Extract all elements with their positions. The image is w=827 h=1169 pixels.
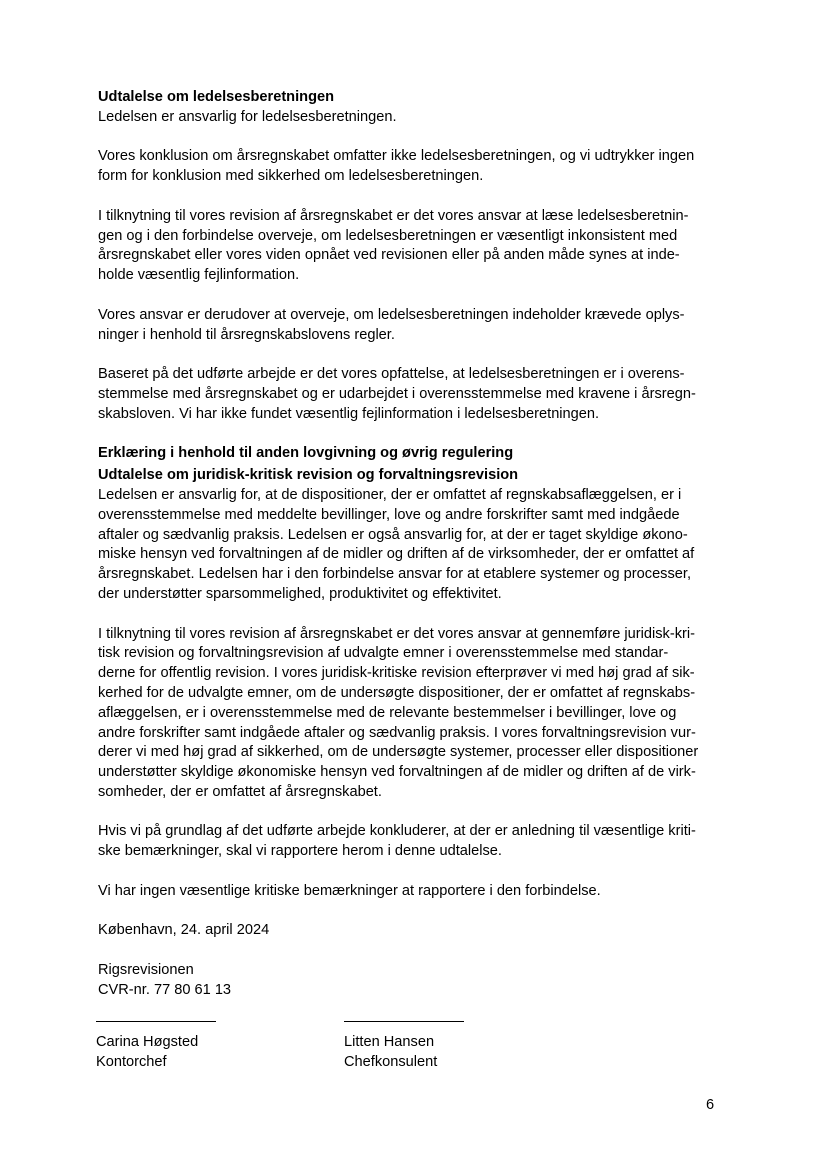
text-line: Baseret på det udførte arbejde er det vores opfattelse, at ledelsesberetningen er i overens- <box>98 366 685 383</box>
text-line: ninger i henhold til årsregnskabslovens regler. <box>98 326 395 343</box>
organisation-block <box>98 961 730 1001</box>
text-line: stemmelse med årsregnskabet og er udarbejdet i overensstemmelse med kravene i årsregn- <box>98 385 696 402</box>
paragraph <box>98 822 730 862</box>
signatory-title: Chefkonsulent <box>344 1053 438 1070</box>
text-line: derer vi med høj grad af sikkerhed, om de undersøgte systemer, processer eller dispositioner <box>98 744 699 761</box>
place-date <box>98 921 730 941</box>
paragraph <box>98 306 730 346</box>
text-line: understøtter skyldige økonomiske hensyn ved forvaltningen af de midler og driften af de virk- <box>98 764 696 781</box>
text-line: form for konklusion med sikkerhed om ledelsesberetningen. <box>98 168 484 185</box>
text-line: Vores konklusion om årsregnskabet omfatter ikke ledelsesberetningen, og vi udtrykker ingen <box>98 148 695 165</box>
text-line: gen og i den forbindelse overveje, om ledelsesberetningen er væsentligt inkonsistent med <box>98 227 678 244</box>
paragraph <box>98 108 730 128</box>
page-content <box>98 88 730 1020</box>
text-line: kerhed for de udvalgte emner, om de undersøgte dispositioner, der er omfattet af regnskabs- <box>98 684 696 701</box>
text-line: Vores ansvar er derudover at overveje, om ledelsesberetningen indeholder krævede oplys- <box>98 306 685 323</box>
paragraph <box>98 486 730 605</box>
signatory-title: Kontorchef <box>96 1053 167 1070</box>
text-line: årsregnskabet eller vores viden opnået ved revisionen eller på anden måde synes at inde- <box>98 247 680 264</box>
signature-carina <box>96 1021 216 1073</box>
signature-litten <box>344 1021 464 1073</box>
text-line: I tilknytning til vores revision af årsregnskabet er det vores ansvar at læse ledelsesberetnin- <box>98 207 689 224</box>
signature-line <box>96 1021 216 1022</box>
text-line: andre forskrifter samt indgåede aftaler og sædvanlig praksis. I vores forvaltningsrevision vur- <box>98 724 696 741</box>
text-line: holde væsentlig fejlinformation. <box>98 267 300 284</box>
text-line: aftaler og sædvanlig praksis. Ledelsen er også ansvarlig for, at der er taget skyldige økono- <box>98 526 688 543</box>
signatory-name: Carina Høgsted <box>96 1034 199 1050</box>
text-line: skabsloven. Vi har ikke fundet væsentlig fejlinformation i ledelsesberetningen. <box>98 405 600 422</box>
text-line: I tilknytning til vores revision af årsregnskabet er det vores ansvar at gennemføre juridisk-kri- <box>98 625 695 642</box>
page-number: 6 <box>706 1097 715 1113</box>
text-line: Hvis vi på grundlag af det udførte arbejde konkluderer, at der er anledning til væsentlige kriti- <box>98 823 696 840</box>
text-line: årsregnskabet. Ledelsen har i den forbindelse ansvar for at etablere systemer og processer, <box>98 566 691 583</box>
text-line: Ledelsen er ansvarlig for, at de dispositioner, der er omfattet af regnskabsaflæggelsen, er i <box>98 486 682 503</box>
text-line: Ledelsen er ansvarlig for ledelsesberetningen. <box>98 108 397 125</box>
text-line: overensstemmelse med meddelte bevillinger, love og andre forskrifter samt med indgåede <box>98 506 680 523</box>
paragraph <box>98 882 730 902</box>
text-line: aflæggelsen, er i overensstemmelse med de relevante bestemmelser i bevillinger, love og <box>98 704 677 721</box>
paragraph <box>98 365 730 424</box>
organisation-name: Rigsrevisionen <box>98 962 194 979</box>
signature-line <box>344 1021 464 1022</box>
cvr-number: CVR-nr. 77 80 61 13 <box>98 981 232 998</box>
subsection-heading-juridisk-kritisk: Udtalelse om juridisk-kritisk revision og forvaltningsrevision <box>98 467 519 484</box>
text-line: tisk revision og forvaltningsrevision af udvalgte emner i overensstemmelse med standar- <box>98 645 669 662</box>
text-line: der understøtter sparsommelighed, produktivitet og effektivitet. <box>98 585 502 602</box>
text-line: derne for offentlig revision. I vores juridisk-kritiske revision efterprøver vi med høj grad af sik- <box>98 665 695 682</box>
paragraph <box>98 207 730 286</box>
section-heading-ledelsesberetning: Udtalelse om ledelsesberetningen <box>98 89 335 105</box>
text-line: somheder, der er omfattet af årsregnskabet. <box>98 783 382 800</box>
place-date-text: København, 24. april 2024 <box>98 922 270 939</box>
paragraph <box>98 147 730 187</box>
text-line: Vi har ingen væsentlige kritiske bemærkninger at rapportere i den forbindelse. <box>98 882 601 899</box>
section-heading-erklaering: Erklæring i henhold til anden lovgivning og øvrig regulering <box>98 445 514 462</box>
signatory-name: Litten Hansen <box>344 1034 435 1050</box>
text-line: miske hensyn ved forvaltningen af de midler og driften af de virksomheder, der er omfattet af <box>98 546 695 563</box>
paragraph <box>98 625 730 803</box>
text-line: ske bemærkninger, skal vi rapportere herom i denne udtalelse. <box>98 843 502 860</box>
